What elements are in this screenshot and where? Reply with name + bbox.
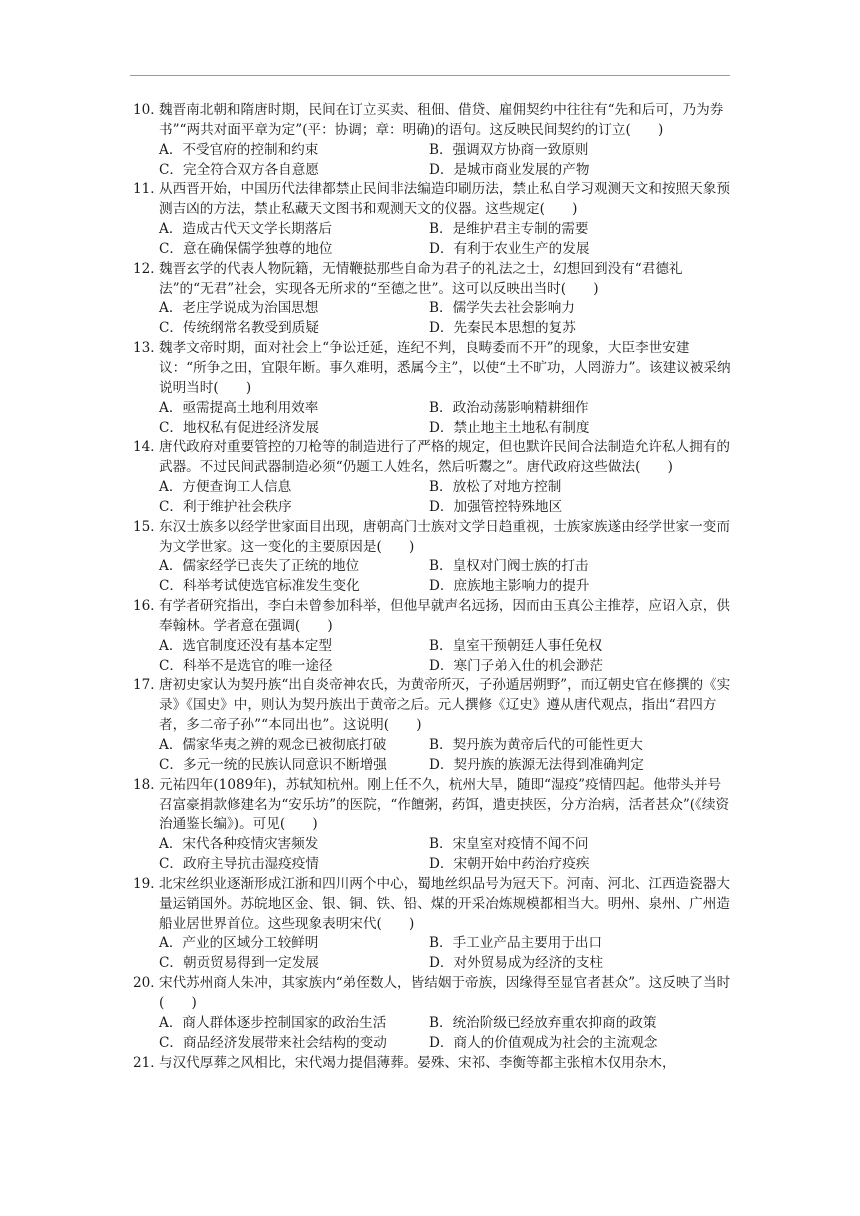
question-number: 10． xyxy=(133,102,164,118)
question-number: 12． xyxy=(133,260,164,277)
option-row xyxy=(133,557,733,577)
option-d[interactable]: D．宋朝开始中药治疗疫疾 xyxy=(429,856,590,873)
option-row xyxy=(133,1034,733,1054)
question-text: 魏孝文帝时期，面对社会上“争讼迁延，连纪不判，良畴委而不开”的现象，大臣李世安建议：“所争之田，宜限年断。事久难明，悉属今主”，以使“土不旷功，人罔游力”。该建议被采纳说明当时( ) xyxy=(159,340,731,396)
question-10 xyxy=(133,101,733,180)
option-row xyxy=(133,855,733,875)
option-b[interactable]: B．强调双方协商一致原则 xyxy=(429,141,589,158)
question-stem xyxy=(133,974,733,1014)
option-a[interactable]: A．造成古代天文学长期落后 xyxy=(159,221,332,238)
option-a[interactable]: A．不受官府的控制和约束 xyxy=(159,141,319,158)
question-text: 有学者研究指出，李白未曾参加科举，但他早就声名远扬，因而由玉真公主推荐，应诏入京，供奉翰林。学者意在强调( ) xyxy=(159,598,730,634)
option-d[interactable]: D．是城市商业发展的产物 xyxy=(429,161,590,178)
option-a[interactable]: A．商人群体逐步控制国家的政治生活 xyxy=(159,1014,387,1031)
option-b[interactable]: B．手工业产品主要用于出口 xyxy=(429,935,603,952)
option-row xyxy=(133,954,733,974)
question-text: 唐代政府对重要管控的刀枪等的制造进行了严格的规定，但也默许民间合法制造允许私人拥有的武器。不过民间武器制造必须“仍题工人姓名，然后听鬻之”。唐代政府这些做法( ) xyxy=(159,439,730,476)
option-d[interactable]: D．寒门子弟入仕的机会渺茫 xyxy=(429,657,604,674)
option-row xyxy=(133,1014,733,1034)
option-row xyxy=(133,220,733,240)
option-c[interactable]: C．意在确保儒学独尊的地位 xyxy=(159,240,333,257)
option-d[interactable]: D．对外贸易成为经济的支柱 xyxy=(429,955,604,972)
option-c[interactable]: C．利于维护社会秩序 xyxy=(159,498,292,515)
header-rule xyxy=(130,75,730,76)
option-row xyxy=(133,835,733,855)
question-list xyxy=(133,101,733,1073)
option-c[interactable]: C．多元一统的民族认同意识不断增强 xyxy=(159,756,387,773)
option-c[interactable]: C．政府主导抗击湿疫疫情 xyxy=(159,856,319,873)
question-19 xyxy=(133,875,733,974)
question-21 xyxy=(133,1054,733,1074)
question-text: 魏晋南北朝和隋唐时期，民间在订立买卖、租佃、借贷、雇佣契约中往往有“先和后可，乃为券书”“两共对面平章为定”(平：协调；章：明确)的语句。这反映民间契约的订立( ) xyxy=(159,102,724,138)
question-text: 宋代苏州商人朱冲，其家族内“弟侄数人，皆结姻于帝族，因缘得至显官者甚众”。这反映了当时( ) xyxy=(159,975,731,1011)
option-a[interactable]: A．方便查询工人信息 xyxy=(159,479,292,496)
question-stem xyxy=(133,438,733,478)
option-a[interactable]: A．老庄学说成为治国思想 xyxy=(159,300,319,317)
question-number: 16． xyxy=(133,598,164,615)
question-20 xyxy=(133,974,733,1053)
question-stem xyxy=(133,597,733,637)
option-b[interactable]: B．是维护君主专制的需要 xyxy=(429,221,589,238)
option-a[interactable]: A．儒家经学已丧失了正统的地位 xyxy=(159,558,360,575)
option-a[interactable]: A．儒家华夷之辨的观念已被彻底打破 xyxy=(159,737,387,753)
question-text: 与汉代厚葬之风相比，宋代竭力提倡薄葬。晏殊、宋祁、李衡等都主张棺木仅用杂木， xyxy=(159,1054,676,1071)
option-d[interactable]: D．先秦民本思想的复苏 xyxy=(429,320,576,337)
option-d[interactable]: D．禁止地主土地私有制度 xyxy=(429,419,590,436)
option-a[interactable]: A．产业的区域分工较鲜明 xyxy=(159,935,319,952)
option-c[interactable]: C．地权私有促进经济发展 xyxy=(159,419,319,436)
question-text: 魏晋玄学的代表人物阮籍，无情鞭挞那些自命为君子的礼法之士，幻想回到没有“君德礼法”的“无君”社会，实现各无所求的“至德之世”。这可以反映出当时( ) xyxy=(159,260,683,297)
option-row xyxy=(133,240,733,260)
option-row xyxy=(133,319,733,339)
question-number: 13． xyxy=(133,340,164,357)
option-row xyxy=(133,736,733,756)
option-row xyxy=(133,498,733,518)
option-c[interactable]: C．科举考试使选官标准发生变化 xyxy=(159,578,360,595)
option-d[interactable]: D．有利于农业生产的发展 xyxy=(429,240,590,257)
question-number: 17． xyxy=(133,677,164,694)
question-text: 东汉士族多以经学世家面目出现，唐朝高门士族对文学日趋重视，士族家族遂由经学世家一变而为文学世家。这一变化的主要原因是( ) xyxy=(159,518,730,555)
option-row xyxy=(133,399,733,419)
option-b[interactable]: B．皇权对门阀士族的打击 xyxy=(429,558,589,575)
option-a[interactable]: A．亟需提高土地利用效率 xyxy=(159,399,319,416)
question-12 xyxy=(133,260,733,339)
question-text: 北宋丝织业逐渐形成江浙和四川两个中心，蜀地丝织品号为冠天下。河南、河北、江西造瓷器大量运销国外。苏皖地区金、银、铜、铁、铅、煤的开采冶炼规模都相当大。明州、泉州、广州造船业居世界首位。这些现象表明宋代( ) xyxy=(159,875,730,932)
option-b[interactable]: B．皇室干预朝廷人事任免权 xyxy=(429,637,603,654)
option-d[interactable]: D．商人的价值观成为社会的主流观念 xyxy=(429,1034,658,1051)
question-number: 11． xyxy=(133,181,164,198)
option-row xyxy=(133,756,733,776)
question-15 xyxy=(133,518,733,597)
option-d[interactable]: D．庶族地主影响力的提升 xyxy=(429,578,590,595)
option-b[interactable]: B．儒学失去社会影响力 xyxy=(429,300,575,317)
question-stem xyxy=(133,676,733,736)
question-11 xyxy=(133,180,733,259)
option-row xyxy=(133,577,733,597)
option-d[interactable]: D．加强管控特殊地区 xyxy=(429,498,563,515)
option-c[interactable]: C．科举不是选官的唯一途径 xyxy=(159,657,333,674)
question-stem xyxy=(133,339,733,399)
option-row xyxy=(133,299,733,319)
option-b[interactable]: B．放松了对地方控制 xyxy=(429,479,562,496)
option-row xyxy=(133,637,733,657)
question-number: 19． xyxy=(133,875,164,892)
option-row xyxy=(133,657,733,677)
question-number: 21． xyxy=(133,1054,164,1071)
option-row xyxy=(133,934,733,954)
option-b[interactable]: B．政治动荡影响精耕细作 xyxy=(429,399,589,416)
question-text: 从西晋开始，中国历代法律都禁止民间非法编造印刷历法，禁止私自学习观测天文和按照天象预测吉凶的方法，禁止私藏天文图书和观测天文的仪器。这些规定( ) xyxy=(159,181,730,218)
question-14 xyxy=(133,438,733,517)
question-18 xyxy=(133,776,733,875)
option-c[interactable]: C．朝贡贸易得到一定发展 xyxy=(159,955,319,972)
option-row xyxy=(133,478,733,498)
question-number: 18． xyxy=(133,776,164,793)
question-17 xyxy=(133,676,733,775)
option-a[interactable]: A．宋代各种疫情灾害频发 xyxy=(159,836,319,853)
question-stem xyxy=(133,776,733,836)
question-13 xyxy=(133,339,733,438)
question-text: 唐初史家认为契丹族“出自炎帝神农氏，为黄帝所灭，子孙遁居朔野”，而辽朝史官在修撰的《实录》《国史》中，则认为契丹族出于黄帝之后。元人撰修《辽史》遵从唐代观点，指出“君四方者，多二帝子孙”“本同出也”。这说明( ) xyxy=(159,677,731,734)
option-b[interactable]: B．宋皇室对疫情不闻不问 xyxy=(429,836,589,853)
question-number: 15． xyxy=(133,518,164,535)
question-stem xyxy=(133,875,733,935)
option-row xyxy=(133,141,733,161)
option-b[interactable]: B．统治阶级已经放弃重农抑商的政策 xyxy=(429,1014,657,1031)
question-stem xyxy=(133,180,733,220)
option-row xyxy=(133,419,733,439)
question-stem xyxy=(133,1054,733,1074)
option-row xyxy=(133,161,733,181)
option-c[interactable]: C．完全符合双方各自意愿 xyxy=(159,161,319,178)
question-stem xyxy=(133,260,733,300)
option-b[interactable]: B．契丹族为黄帝后代的可能性更大 xyxy=(429,737,643,753)
question-text: 元祐四年(1089年)，苏轼知杭州。刚上任不久，杭州大旱，随即“湿疫”疫情四起。他带头并号召富豪捐款修建名为“安乐坊”的医院，“作饘粥，药饵，遣吏挟医，分方治病，活者甚众”(《续资治通鉴长编》)。可见( ) xyxy=(159,776,730,833)
option-c[interactable]: C．商品经济发展带来社会结构的变动 xyxy=(159,1034,387,1051)
option-a[interactable]: A．选官制度还没有基本定型 xyxy=(159,637,332,654)
question-16 xyxy=(133,597,733,676)
option-c[interactable]: C．传统纲常名教受到质疑 xyxy=(159,320,319,337)
question-number: 14． xyxy=(133,439,164,456)
question-stem xyxy=(133,518,733,558)
question-stem xyxy=(133,101,733,141)
question-number: 20． xyxy=(133,975,164,992)
option-d[interactable]: D．契丹族的族源无法得到准确判定 xyxy=(429,756,644,773)
